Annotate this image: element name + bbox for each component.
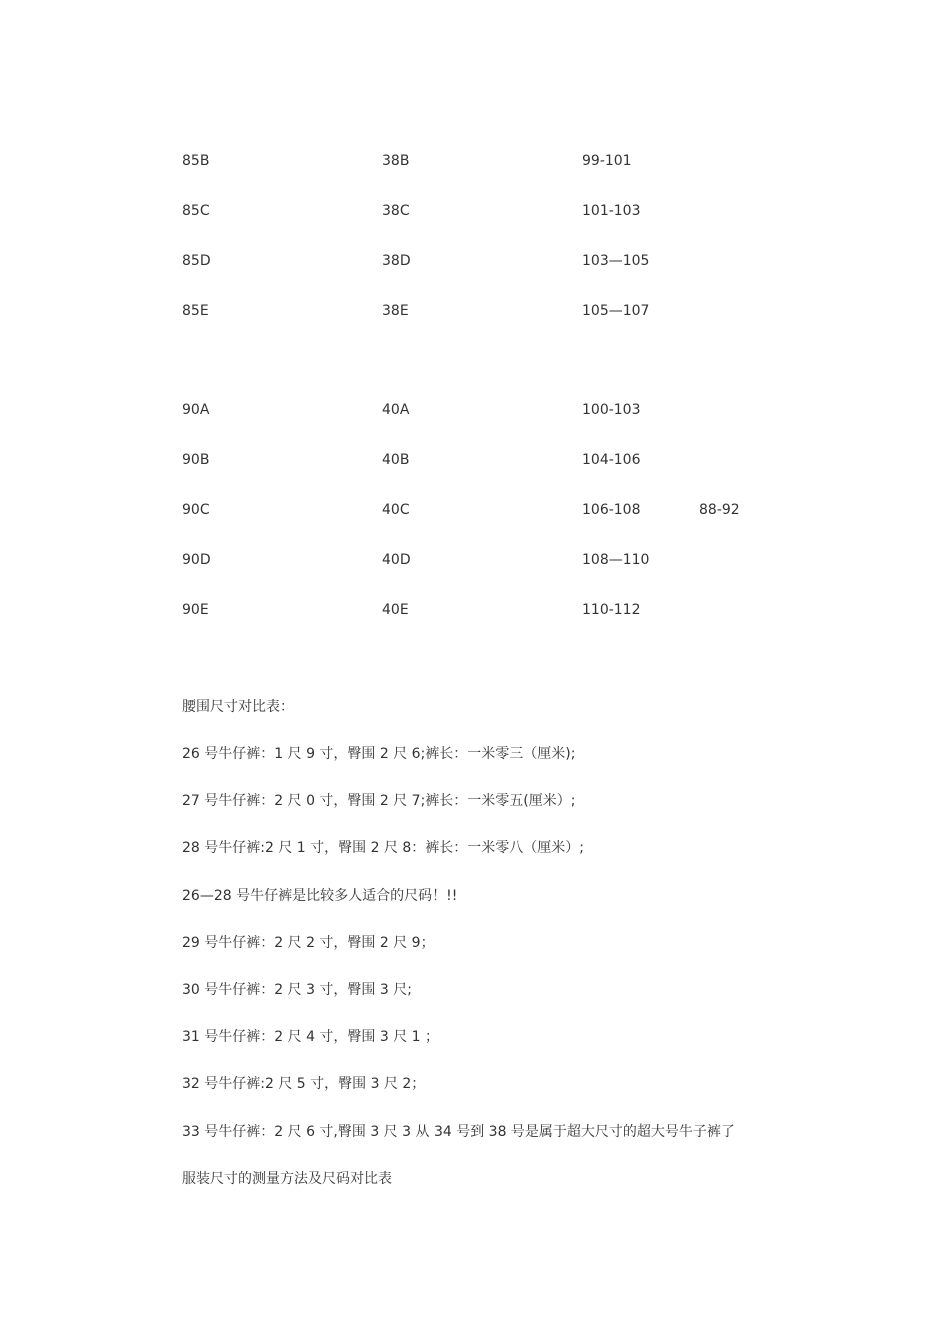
- notes-heading: 腰围尺寸对比表：: [182, 699, 294, 715]
- size-cell: 40A: [382, 402, 410, 418]
- notes-line: 29 号牛仔裤：2 尺 2 寸，臀围 2 尺 9；: [182, 935, 435, 951]
- notes-line: 26 号牛仔裤：1 尺 9 寸，臀围 2 尺 6;裤长：一米零三（厘米);: [182, 746, 576, 762]
- notes-line: 28 号牛仔裤:2 尺 1 寸，臀围 2 尺 8：裤长：一米零八（厘米）;: [182, 840, 585, 856]
- table-row: [182, 251, 882, 271]
- band-cell: 85B: [182, 153, 210, 169]
- range-cell: 105—107: [582, 303, 650, 319]
- notes-line: 30 号牛仔裤：2 尺 3 寸，臀围 3 尺;: [182, 982, 412, 998]
- table-row: [182, 400, 882, 420]
- notes-footer: 服装尺寸的测量方法及尺码对比表: [182, 1171, 392, 1187]
- notes-line: 32 号牛仔裤:2 尺 5 寸，臀围 3 尺 2；: [182, 1076, 426, 1092]
- table-row: [182, 500, 882, 520]
- size-cell: 40B: [382, 452, 410, 468]
- range-cell: 108—110: [582, 552, 650, 568]
- table-row: [182, 450, 882, 470]
- band-cell: 90E: [182, 602, 209, 618]
- range-cell: 100-103: [582, 402, 641, 418]
- size-cell: 38C: [382, 203, 410, 219]
- range-cell: 99-101: [582, 153, 632, 169]
- table-row: [182, 301, 882, 321]
- size-cell: 38E: [382, 303, 409, 319]
- size-cell: 40E: [382, 602, 409, 618]
- notes-line: 27 号牛仔裤：2 尺 0 寸，臀围 2 尺 7;裤长：一米零五(厘米）;: [182, 793, 576, 809]
- table-row: [182, 151, 882, 171]
- band-cell: 85D: [182, 253, 211, 269]
- extra-cell: 88-92: [699, 502, 740, 518]
- table-row: [182, 550, 882, 570]
- band-cell: 90D: [182, 552, 211, 568]
- size-cell: 38B: [382, 153, 410, 169]
- table-row: [182, 201, 882, 221]
- range-cell: 104-106: [582, 452, 641, 468]
- band-cell: 90A: [182, 402, 210, 418]
- size-cell: 38D: [382, 253, 411, 269]
- band-cell: 85E: [182, 303, 209, 319]
- range-cell: 101-103: [582, 203, 641, 219]
- notes-line: 26—28 号牛仔裤是比较多人适合的尺码！!!: [182, 888, 458, 904]
- notes-line: 31 号牛仔裤：2 尺 4 寸，臀围 3 尺 1 ；: [182, 1029, 440, 1045]
- size-cell: 40C: [382, 502, 410, 518]
- notes-line: 33 号牛仔裤：2 尺 6 寸,臀围 3 尺 3 从 34 号到 38 号是属于超大尺寸的超大号牛子裤了: [182, 1124, 735, 1140]
- size-cell: 40D: [382, 552, 411, 568]
- band-cell: 85C: [182, 203, 210, 219]
- band-cell: 90C: [182, 502, 210, 518]
- table-row: [182, 600, 882, 620]
- band-cell: 90B: [182, 452, 210, 468]
- range-cell: 106-108: [582, 502, 641, 518]
- range-cell: 110-112: [582, 602, 641, 618]
- range-cell: 103—105: [582, 253, 650, 269]
